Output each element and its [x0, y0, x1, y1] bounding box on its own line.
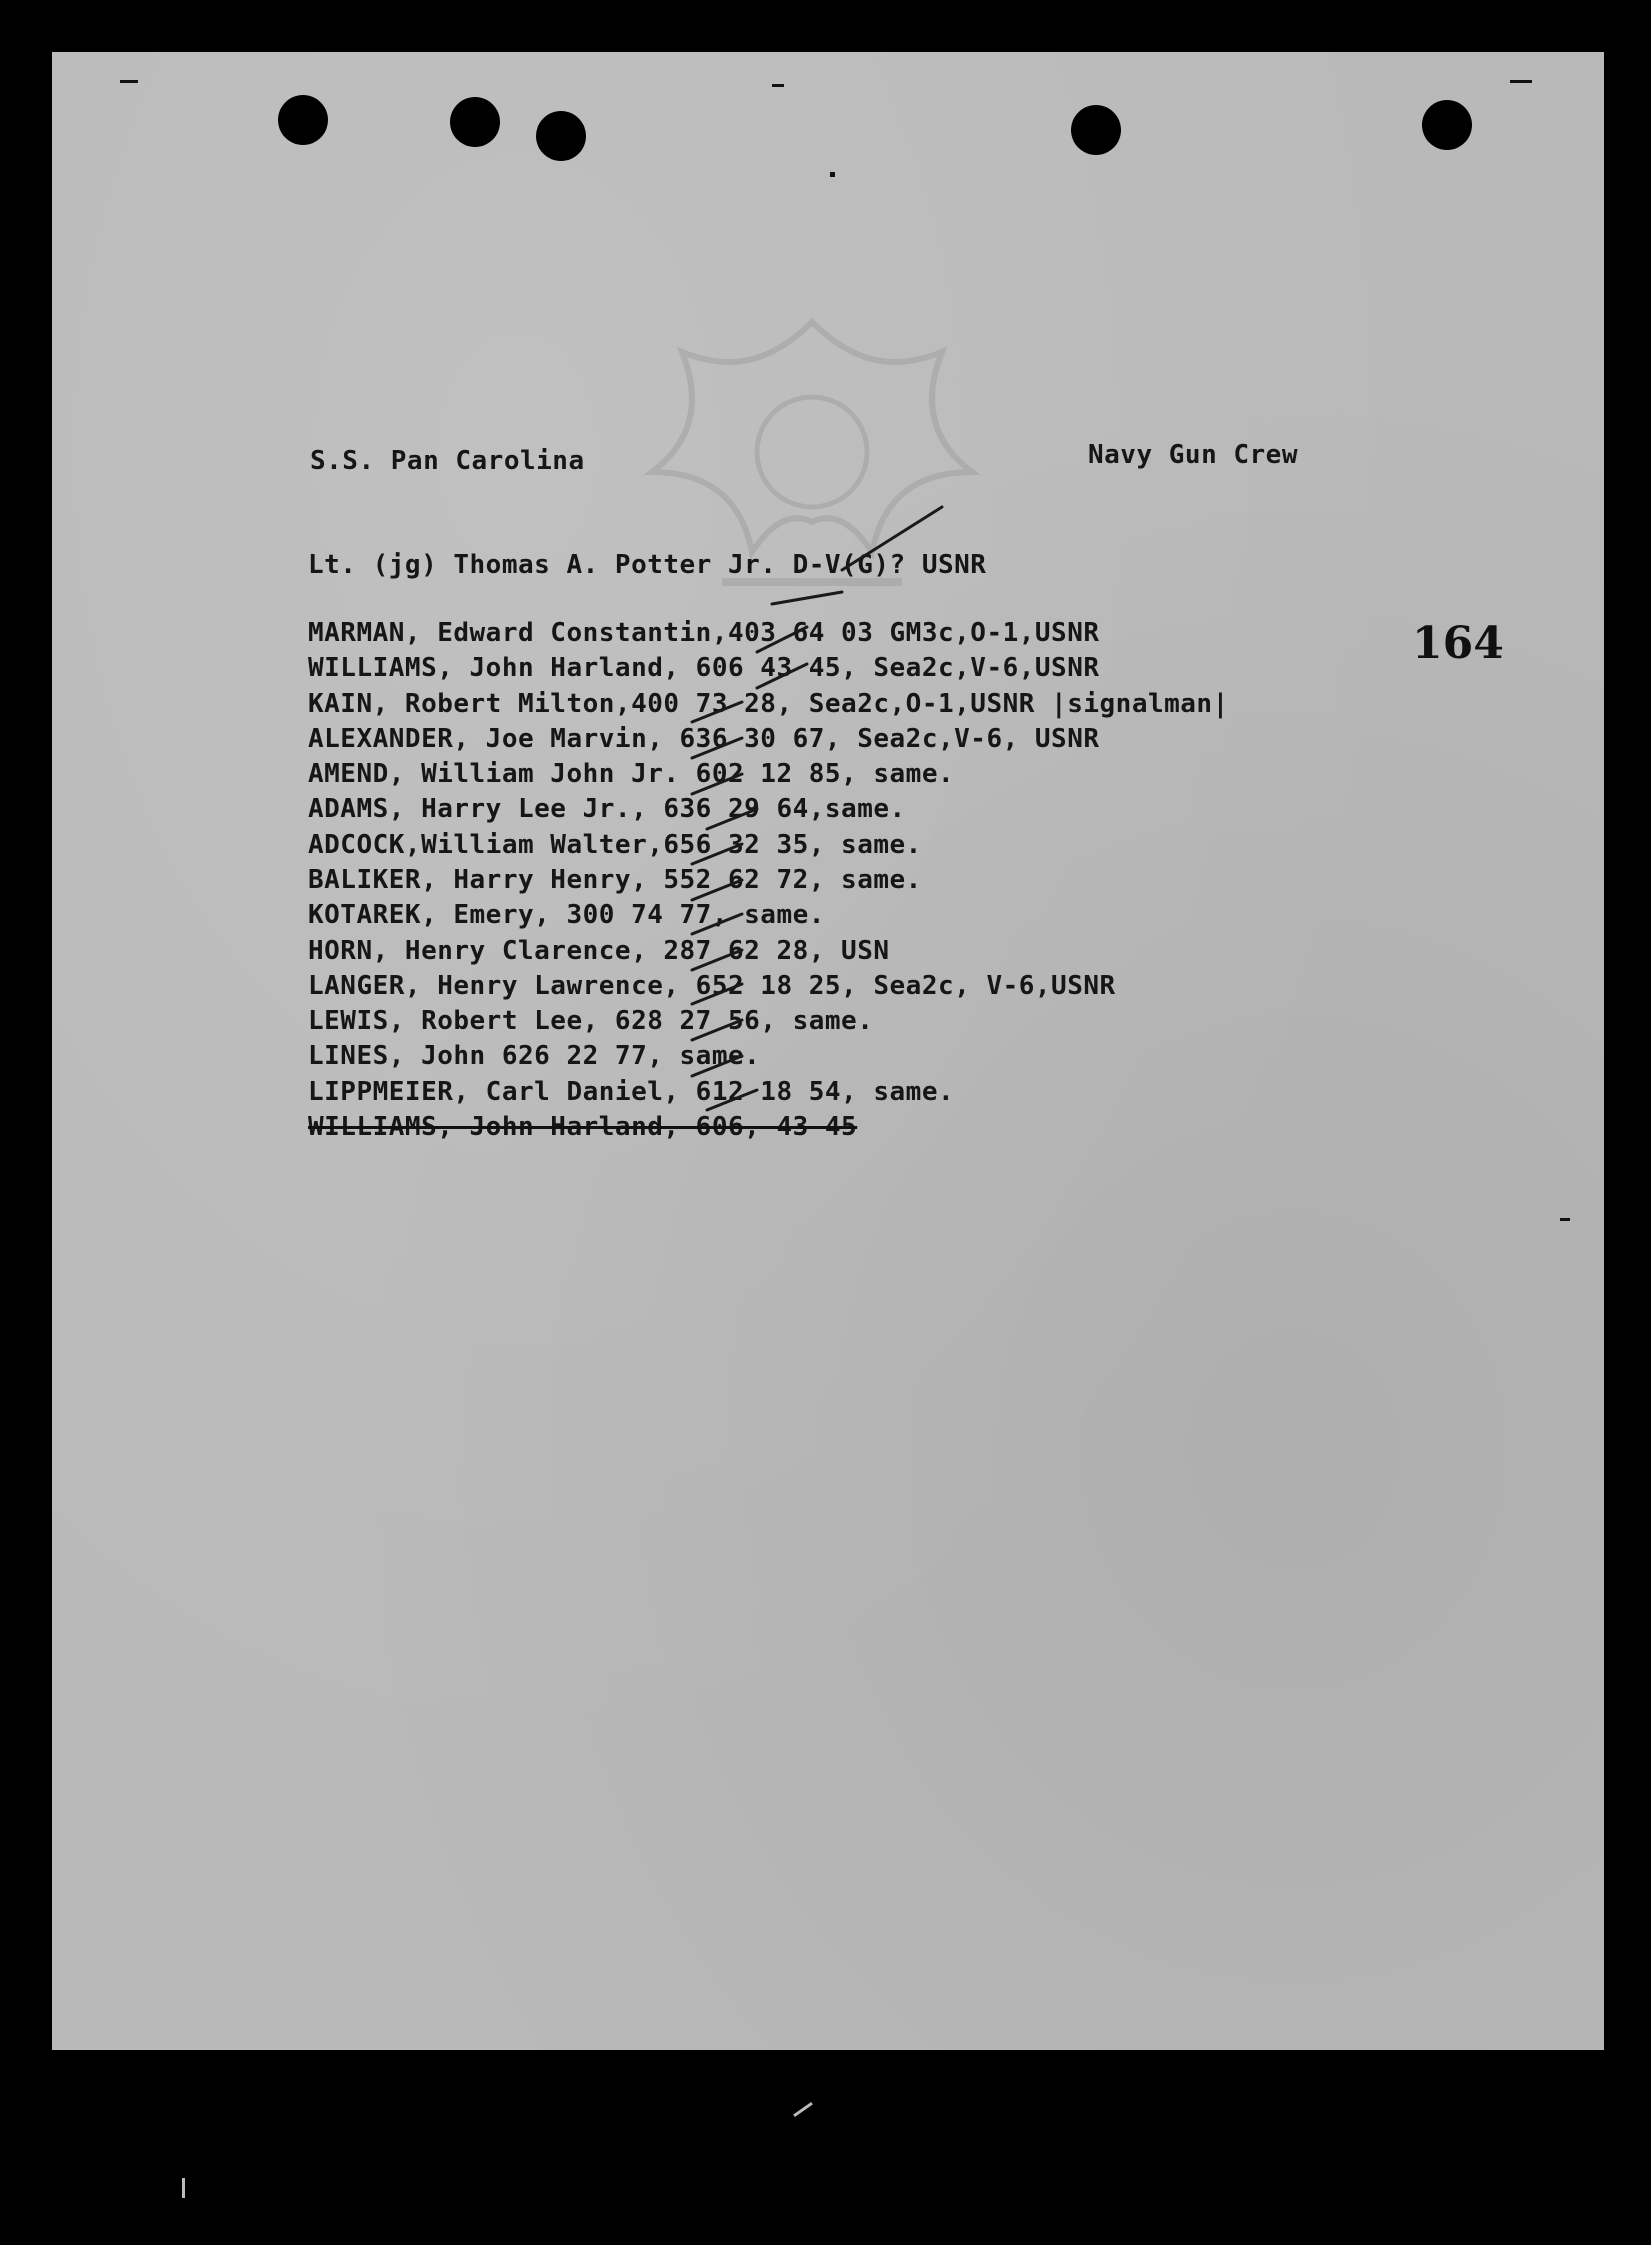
- margin-speck: [182, 2178, 185, 2198]
- crew-entry: LIPPMEIER, Carl Daniel, 612 18 54, same.: [308, 1077, 955, 1107]
- margin-speck: [830, 172, 835, 177]
- punch-hole: [278, 95, 328, 145]
- crew-entry: WILLIAMS, John Harland, 606 43 45, Sea2c,V-6,USNR: [308, 653, 1100, 683]
- crew-entry: LANGER, Henry Lawrence, 652 18 25, Sea2c, V-6,USNR: [308, 971, 1116, 1001]
- crew-entry: ADAMS, Harry Lee Jr., 636 29 64,same.: [308, 794, 906, 824]
- crew-entry: ALEXANDER, Joe Marvin, 636 30 67, Sea2c,V-6, USNR: [308, 724, 1100, 754]
- officer-line: Lt. (jg) Thomas A. Potter Jr. D-V(G)? USNR: [308, 550, 987, 580]
- crew-entry: KAIN, Robert Milton,400 73 28, Sea2c,O-1,USNR |signalman|: [308, 689, 1229, 719]
- margin-speck: [793, 2102, 813, 2117]
- crew-entry: BALIKER, Harry Henry, 552 62 72, same.: [308, 865, 922, 895]
- document-page: [52, 52, 1604, 2050]
- punch-hole: [450, 97, 500, 147]
- crew-entry: LINES, John 626 22 77, same.: [308, 1041, 761, 1071]
- margin-speck: [1510, 80, 1532, 83]
- embossed-seal-watermark: [572, 282, 1052, 642]
- punch-hole: [1071, 105, 1121, 155]
- crew-entry: LEWIS, Robert Lee, 628 27 56, same.: [308, 1006, 874, 1036]
- crew-entry: ADCOCK,William Walter,656 32 35, same.: [308, 830, 922, 860]
- margin-speck: [772, 84, 784, 87]
- margin-speck: [1560, 1218, 1570, 1221]
- margin-speck: [120, 80, 138, 83]
- crew-entry: KOTAREK, Emery, 300 74 77, same.: [308, 900, 825, 930]
- ship-name: S.S. Pan Carolina: [310, 446, 585, 476]
- punch-hole: [536, 111, 586, 161]
- crew-entry-struck: WILLIAMS, John Harland, 606, 43 45: [308, 1112, 858, 1142]
- punch-hole: [1422, 100, 1472, 150]
- crew-entry: MARMAN, Edward Constantin,403 64 03 GM3c,O-1,USNR: [308, 618, 1100, 648]
- section-title: Navy Gun Crew: [1088, 440, 1298, 470]
- crew-entry: HORN, Henry Clarence, 287 62 28, USN: [308, 936, 890, 966]
- crew-entry: AMEND, William John Jr. 602 12 85, same.: [308, 759, 955, 789]
- page-number: 164: [1412, 618, 1504, 669]
